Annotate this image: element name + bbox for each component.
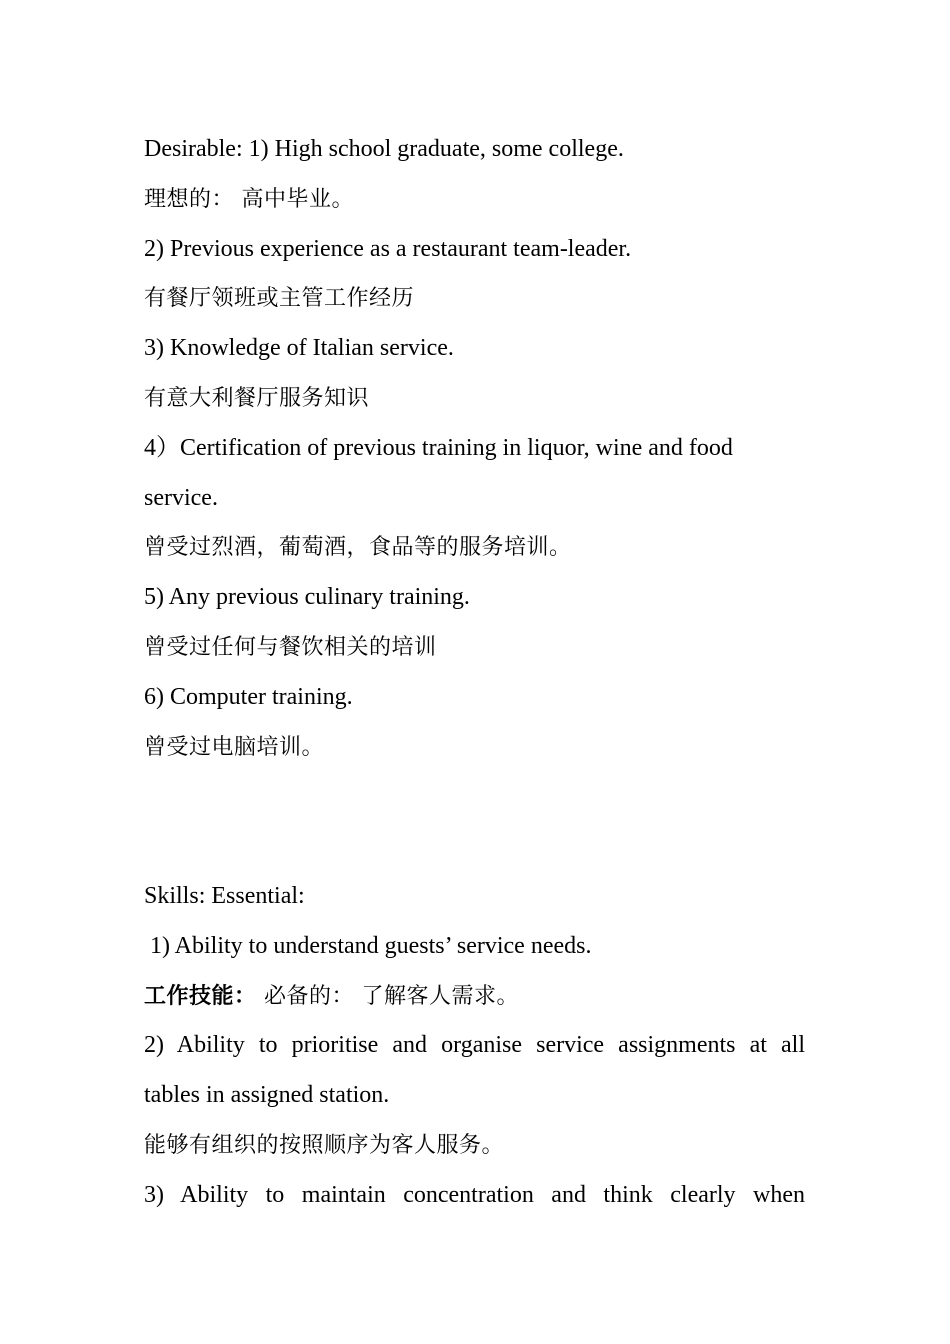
desirable-item-5-zh: 曾受过任何与餐饮相关的培训 bbox=[144, 634, 437, 660]
desirable-item-3: 3) Knowledge of Italian service. bbox=[144, 335, 454, 362]
desirable-item-5: 5) Any previous culinary training. bbox=[144, 584, 470, 611]
desirable-item-4-first-line: 4）Certification of previous training in liquor, wine and food bbox=[144, 434, 733, 461]
skills-item-1: 1) Ability to understand guests’ service needs. bbox=[144, 932, 592, 959]
desirable-item-6-zh: 曾受过电脑培训。 bbox=[144, 734, 325, 760]
skills-zh-label: 工作技能： bbox=[144, 982, 257, 1009]
desirable-item-3-zh: 有意大利餐厅服务知识 bbox=[144, 385, 370, 411]
desirable-line-1: Desirable: 1) High school graduate, some college. bbox=[144, 136, 624, 162]
desirable-item-6: 6) Computer training. bbox=[144, 683, 353, 710]
desirable-item-2: 2) Previous experience as a restaurant team-leader. bbox=[144, 235, 632, 262]
section-gap bbox=[144, 772, 805, 872]
skills-item-1-zh bbox=[144, 972, 805, 1022]
desirable-item-4-zh: 曾受过烈酒，葡萄酒，食品等的服务培训。 bbox=[144, 535, 572, 561]
skills-item-2-first-line: 2) Ability to prioritise and organise service assignments at all bbox=[144, 1032, 805, 1059]
skills-item-2-second-line: tables in assigned station. bbox=[144, 1082, 390, 1109]
desirable-item-2-zh: 有餐厅领班或主管工作经历 bbox=[144, 286, 415, 312]
skills-item-2-zh: 能够有组织的按照顺序为客人服务。 bbox=[144, 1132, 505, 1158]
desirable-item-4-second-line: service. bbox=[144, 484, 218, 511]
skills-item-3-first-line: 3) Ability to maintain concentration and think clearly when bbox=[144, 1181, 805, 1208]
skills-heading: Skills: Essential: bbox=[144, 882, 305, 909]
skills-zh-text: 必备的： 了解客人需求。 bbox=[256, 983, 520, 1009]
desirable-line-1-zh: 理想的： 高中毕业。 bbox=[144, 186, 354, 212]
document-body bbox=[144, 125, 805, 1221]
